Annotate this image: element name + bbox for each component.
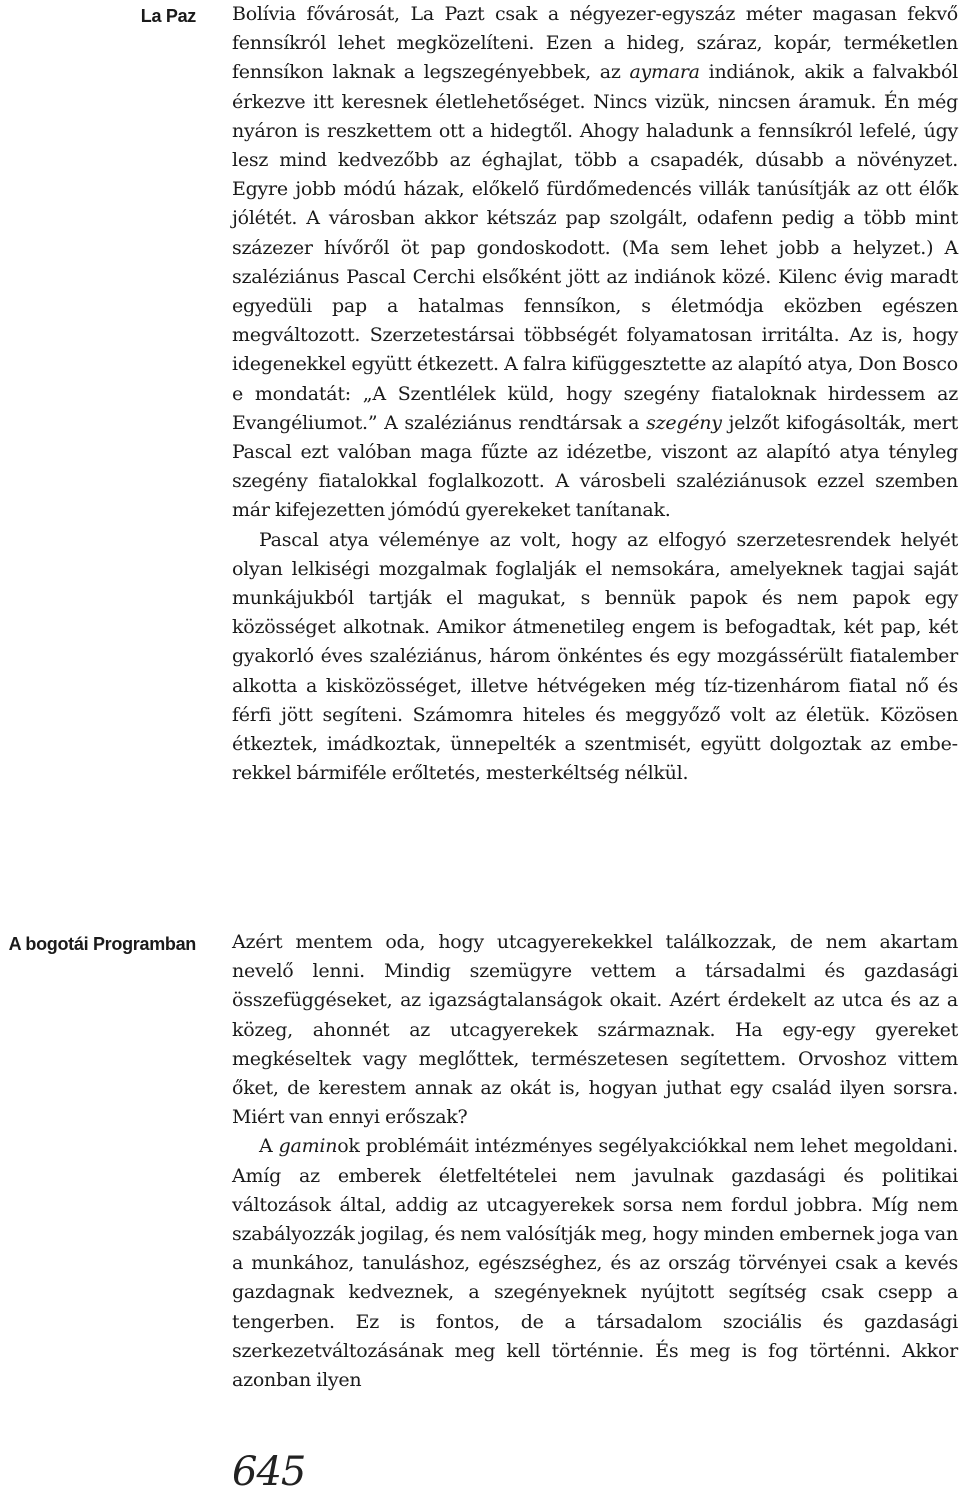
- section-bogota-program: [232, 928, 958, 1395]
- paragraph: Bolívia fővárosát, La Pazt csak a négyezer-egyszáz méter magasan fekvő fennsíkról lehet megközelíteni. Ezen a hideg, száraz, kopár, terméketlen fennsíkon laknak a legszegényebbek, az aymara indiánok, akik a falvakból érkezve itt keresnek életlehetőséget. Nincs vizük, nincsen áramuk. Én még nyáron is reszkettem ott a hidegtől. Ahogy haladunk a fennsíkról lefelé, úgy lesz mind kedvezőbb az éghajlat, több a csapadék, dúsabb a növényzet. Egyre jobb módú házak, előkelő fürdőmedencés villák tanúsítják az ott élők jólétét. A városban akkor kétszáz pap szolgált, odafenn pedig a több mint százezer hívőről öt pap gondoskodott. (Ma sem lehet jobb a helyzet.) A szaléziánus Pascal Cerchi elsőként jött az indiánok közé. Kilenc évig maradt egyedüli pap a hatalmas fennsíkon, s életmódja eközben egészen megváltozott. Szerzetestársai többségét folyamatosan irritálta. Az is, hogy idegenekkel együtt étkezett. A falra kifüggesztette az alapító atya, Don Bosco e mondatát: „A Szentlélek küld, hogy szegény fiataloknak hirdessem az Evangéliumot.” A szaléziánus rendtársak a szegény jelzőt kifogásolták, mert Pascal ezt valóban maga fűzte az idézetbe, viszont az alapító atya tényleg szegény fiatalokkal foglalkozott. A városbeli szaléziánusok ezzel szemben már kifejezetten jómódú gyerekeket tanítanak.: [232, 3, 959, 522]
- italic-term: gamin: [278, 1135, 338, 1158]
- sidebar-heading-bogota-program: A bogotái Programban: [8, 934, 196, 954]
- italic-term: aymara: [629, 61, 700, 84]
- paragraph: A gaminok problémáit intézményes segélyakciókkal nem lehet megoldani. Amíg az emberek életfeltételei nem javulnak gazdasági és politikai változások által, addig az utcagyerekek sorsa nem fordul jobbra. Míg nem szabályozzák jogilag, és nem valósítják meg, hogy minden embernek joga van a munkához, tanuláshoz, egészséghez, és az ország törvényei csak a kevés gazdagnak kedveznek, a szegényeknek nyújtott segítség csak csepp a tengerben. Ez is fontos, de a társadalom szociális és gazdasági szerkezetváltozásának meg kell történnie. És meg is fog történni. Akkor azonban ilyen: [232, 1135, 959, 1392]
- paragraph: Pascal atya véleménye az volt, hogy az elfogyó szerzetesrendek helyét olyan lelkiségi mozgalmak foglalják el nemsokára, amelyeknek tagjai saját munkájukból tartják el magukat, s bennük papok és nem papok egy közösséget alkotnak. Amikor átmenetileg engem is befogadtak, két pap, két gyakorló éves szaléziánus, három önkéntes és egy mozgássérült fiatalember alkotta a kisközösséget, illetve hétvégeken még tíz-tizenhárom fiatal nő és férfi jött segíteni. Számomra hiteles és meggyőző volt az életük. Közösen étkeztek, imádkoztak, ünnepelték a szentmisét, együtt dolgoztak az emberekkel bármiféle erőltetés, mesterkéltség nélkül.: [232, 528, 958, 785]
- section-la-paz: [232, 0, 958, 788]
- italic-term: szegény: [646, 411, 722, 434]
- sidebar-heading-la-paz: La Paz: [140, 6, 196, 26]
- paragraph: Azért mentem oda, hogy utcagyerekekkel találkozzak, de nem akartam nevelő lenni. Mindig szemügyre vettem a társadalmi és gazdasági összefüggéseket, az igazságtalanságok okait. Azért érdekelt az utca és az a közeg, ahonnét az utcagyerekek származnak. Ha egy-egy gyereket megkéseltek vagy meglőttek, természetesen segítettem. Orvoshoz vittem őket, de kerestem annak az okát is, hogyan juthat egy család ilyen sorsra. Miért van ennyi erőszak?: [232, 931, 958, 1129]
- page-number: 645: [232, 1449, 306, 1495]
